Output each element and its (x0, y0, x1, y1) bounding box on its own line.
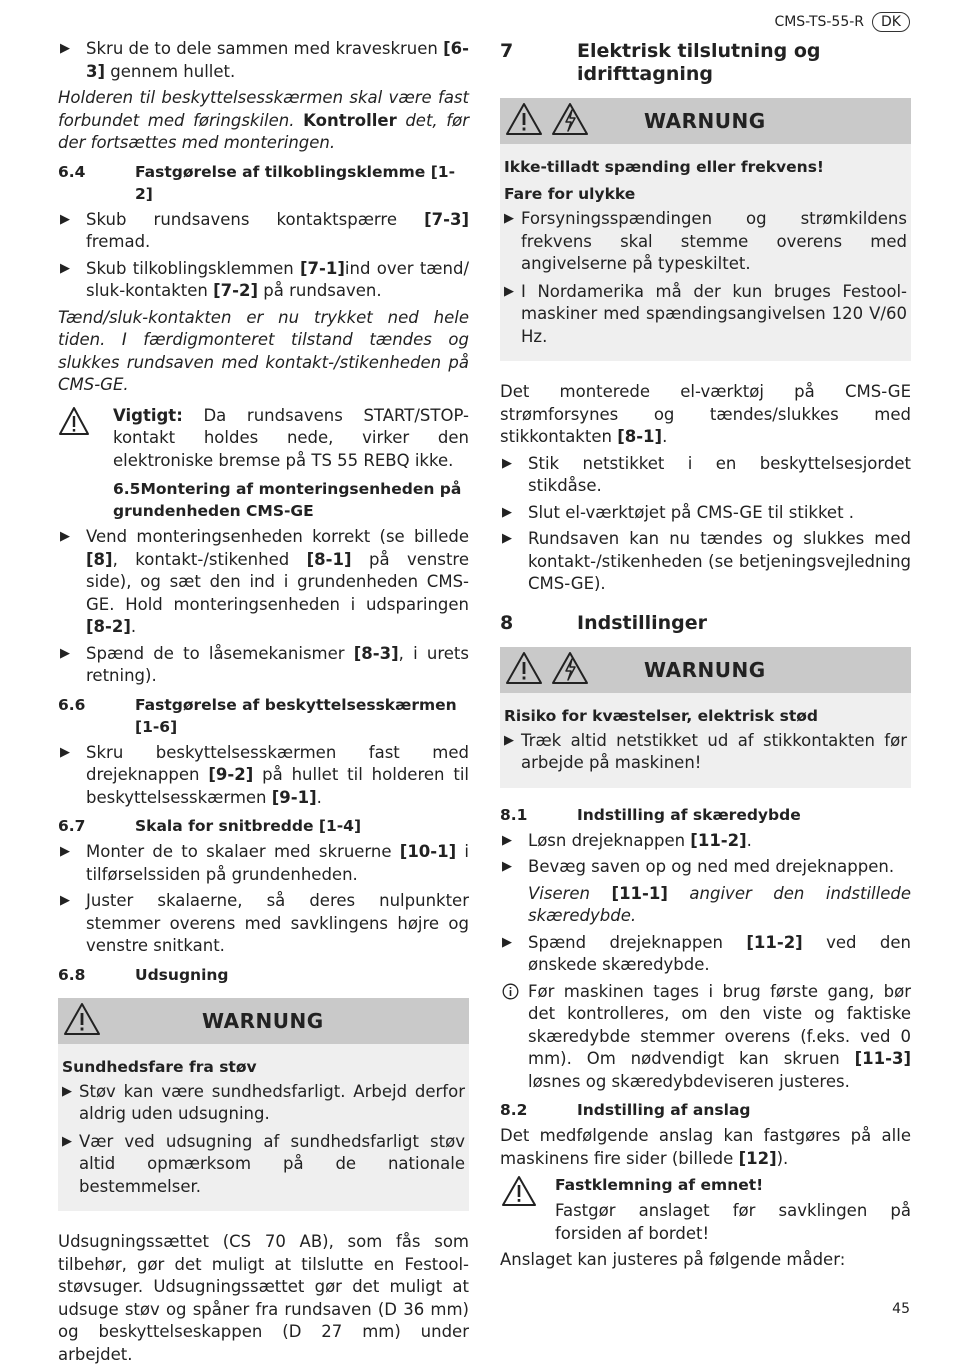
warning-subtitle: Ikke-tilladt spænding eller frekvens! (504, 158, 824, 176)
warning-header (58, 998, 469, 1044)
bullet-arrow-icon: ▶ (502, 504, 512, 520)
warning-box (58, 998, 469, 1212)
bullet-arrow-icon: ▶ (60, 41, 70, 56)
list-item: ▶ Slut el-værktøjet på CMS-GE til stikket . (500, 502, 911, 525)
bullet-arrow-icon: ▶ (502, 832, 512, 848)
section-heading: 6.4 Fastgørelse af tilkoblingsklemme [1-2] (58, 162, 456, 203)
bullet-arrow-icon: ▶ (502, 859, 512, 874)
bullet-arrow-icon: ▶ (504, 211, 514, 226)
warning-title: WARNUNG (644, 657, 766, 682)
warning-triangle-icon (500, 1174, 555, 1245)
list-item: ▶ Skub tilkoblingsklemmen [7-1]ind over tænd/ sluk-kontakten [7-2] på rundsaven. (60, 258, 470, 300)
caution-note: Vigtigt: Da rundsavens START/STOP-kontakt holdes nede, virker den elektroniske bremse på TS 55 REBQ ikke. (58, 405, 469, 473)
bullet-arrow-icon: ▶ (60, 529, 70, 544)
right-column (500, 40, 911, 1272)
bullet-arrow-icon: ▶ (62, 1133, 72, 1149)
paragraph: Viseren [11-1] angiver den indstillede skæredybde. (528, 883, 911, 925)
info-note: Før maskinen tages i brug første gang, bør det kontrolleres, om den viste og faktiske skæredybde stemmer overens (f.eks. ved 0 mm). Om nødvendigt kan skruen [11-3] løsnes og skæredybdeviseren justeres. (500, 981, 911, 1094)
note-text: Fastgør anslaget før savklingen på forsiden af bordet! (555, 1201, 911, 1243)
bullet-arrow-icon: ▶ (60, 260, 70, 276)
list-item: ▶ I Nordamerika må der kun bruges Festool-maskiner med spændingsangivelsen 120 V/60 Hz. (504, 281, 907, 346)
warning-subtitle: Sundhedsfare fra støv (62, 1057, 257, 1076)
bullet-arrow-icon: ▶ (60, 211, 70, 227)
paragraph: Anslaget kan justeres på følgende måder: (500, 1250, 846, 1269)
warning-box (500, 647, 911, 788)
chapter-heading: 7 Elektrisk tilslutning og idrifttagning (500, 40, 821, 85)
paragraph: Holderen til beskyttelsesskærmen skal være fast forbundet med føringskilen. Kontroller det, før der fortsættes med monteringen. (58, 88, 469, 152)
bullet-arrow-icon: ▶ (60, 645, 70, 661)
paragraph: Udsugningssættet (CS 70 AB), som fås som tilbehør, gør det muligt at tilslutte en Festool-støvsuger. Udsugningssættet gør det muligt at udsuge støv og spåner fra rundsaven (D 36 mm) og beskyttelseskappen (D 27 mm) under arbejdet. (58, 1232, 469, 1364)
list-item: ▶ Rundsaven kan nu tændes og slukkes med kontakt-/stikenheden (se betjeningsvejledning CMS-GE). (502, 529, 911, 593)
caution-note (500, 1174, 911, 1245)
page-number: 45 (892, 1301, 910, 1317)
paragraph: Det monterede el-værktøj på CMS-GE strømforsynes og tændes/slukkes med stikkontakten [8-1]. (500, 382, 911, 446)
warning-triangle-icon (504, 650, 544, 690)
warning-triangle-icon (62, 1001, 102, 1041)
list-item: ▶ Løsn drejeknappen [11-2]. (500, 830, 911, 853)
language-badge: DK (872, 12, 910, 32)
list-item: ▶ Bevæg saven op og ned med drejeknappen. (500, 856, 911, 879)
chapter-heading: 8 Indstillinger (500, 611, 708, 634)
bullet-arrow-icon: ▶ (502, 455, 512, 471)
note-title: Fastklemning af emnet! (555, 1176, 764, 1194)
warning-title: WARNUNG (644, 109, 766, 133)
left-column (58, 38, 469, 1366)
warning-triangle-icon (58, 405, 113, 473)
section-heading: 6.6 Fastgørelse af beskyttelsesskærmen [1-6] (58, 695, 457, 736)
bullet-arrow-icon: ▶ (60, 893, 70, 908)
bullet-arrow-icon: ▶ (60, 744, 70, 760)
info-icon (502, 983, 519, 1009)
bullet-arrow-icon: ▶ (502, 934, 512, 950)
list-item: ▶ Forsyningsspændingen og strømkildens frekvens skal stemme overens med angivelserne på typeskiltet. (504, 209, 907, 273)
electric-shock-icon (550, 650, 590, 690)
warning-title: WARNUNG (202, 1008, 324, 1033)
list-item: ▶ Vær ved udsugning af sundhedsfarligt støv altid opmærksom på de nationale bestemmelser. (62, 1131, 465, 1196)
bullet-arrow-icon: ▶ (62, 1083, 72, 1099)
section-heading: 6.7 Skala for snitbredde [1-4] (58, 817, 362, 835)
section-heading: 6.8 Udsugning (58, 965, 229, 984)
warning-subtitle: Risiko for kvæstelser, elektrisk stød (504, 706, 818, 725)
warning-triangle-icon (504, 101, 544, 141)
bullet-arrow-icon: ▶ (504, 283, 514, 299)
list-item: ▶ Spænd de to låsemekanismer [8-3], i urets retning). (60, 643, 469, 685)
section-heading: 6.5Montering af monteringsenheden på grundenheden CMS-GE (113, 480, 462, 520)
list-item: ▶ Spænd drejeknappen [11-2] ved den ønskede skæredybde. (502, 932, 911, 974)
paragraph: Det medfølgende anslag kan fastgøres på alle maskinens fire sider (billede [12]). (500, 1126, 911, 1168)
bullet-arrow-icon: ▶ (60, 844, 70, 859)
list-item: ▶ Monter de to skalaer med skruerne [10-1] i tilførselssiden på grundenheden. (60, 842, 469, 884)
list-item: ▶ Skru beskyttelsesskærmen fast med drejeknappen [9-2] på hullet til holderen til beskyttelsesskærmen [9-1]. (60, 742, 469, 807)
section-heading: 8.2 Indstilling af anslag (500, 1101, 751, 1119)
warning-subtitle: Fare for ulykke (504, 185, 636, 203)
bullet-arrow-icon: ▶ (504, 732, 514, 748)
list-item: ▶ Skub rundsavens kontaktspærre [7-3] fremad. (60, 209, 469, 251)
section-heading: 8.1 Indstilling af skæredybde (500, 805, 801, 824)
warning-box (500, 98, 911, 361)
list-item: ▶ Støv kan være sundhedsfarligt. Arbejd derfor aldrig uden udsugning. (62, 1081, 465, 1123)
paragraph: Tænd/sluk-kontakten er nu trykket ned hele tiden. I færdigmonteret tilstand tændes og slukkes rundsaven med kontakt-/stikenheden på CMS-GE. (58, 307, 469, 394)
warning-header (500, 98, 911, 144)
list-item: ▶ Vend monteringsenheden korrekt (se billede [8], kontakt-/stikenhed [8-1] på venstre side), og sæt den ind i grundenheden CMS-GE. Hold monteringsenheden i udsparingen [8-2]. (60, 527, 470, 636)
model-name: CMS-TS-55-R (774, 14, 865, 30)
page-header (774, 12, 910, 32)
list-item: ▶ Træk altid netstikket ud af stikkontakten før arbejde på maskinen! (504, 730, 907, 772)
warning-header (500, 647, 911, 693)
list-item: ▶ Juster skalaerne, så deres nulpunkter stemmer overens med savklingens højre og venstre snitkant. (60, 891, 469, 955)
bullet-arrow-icon: ▶ (502, 531, 512, 546)
list-item: ▶ Skru de to dele sammen med kraveskruen [6-3] gennem hullet. (60, 39, 469, 81)
electric-shock-icon (550, 101, 590, 141)
list-item: ▶ Stik netstikket i en beskyttelsesjordet stikdåse. (502, 453, 911, 495)
